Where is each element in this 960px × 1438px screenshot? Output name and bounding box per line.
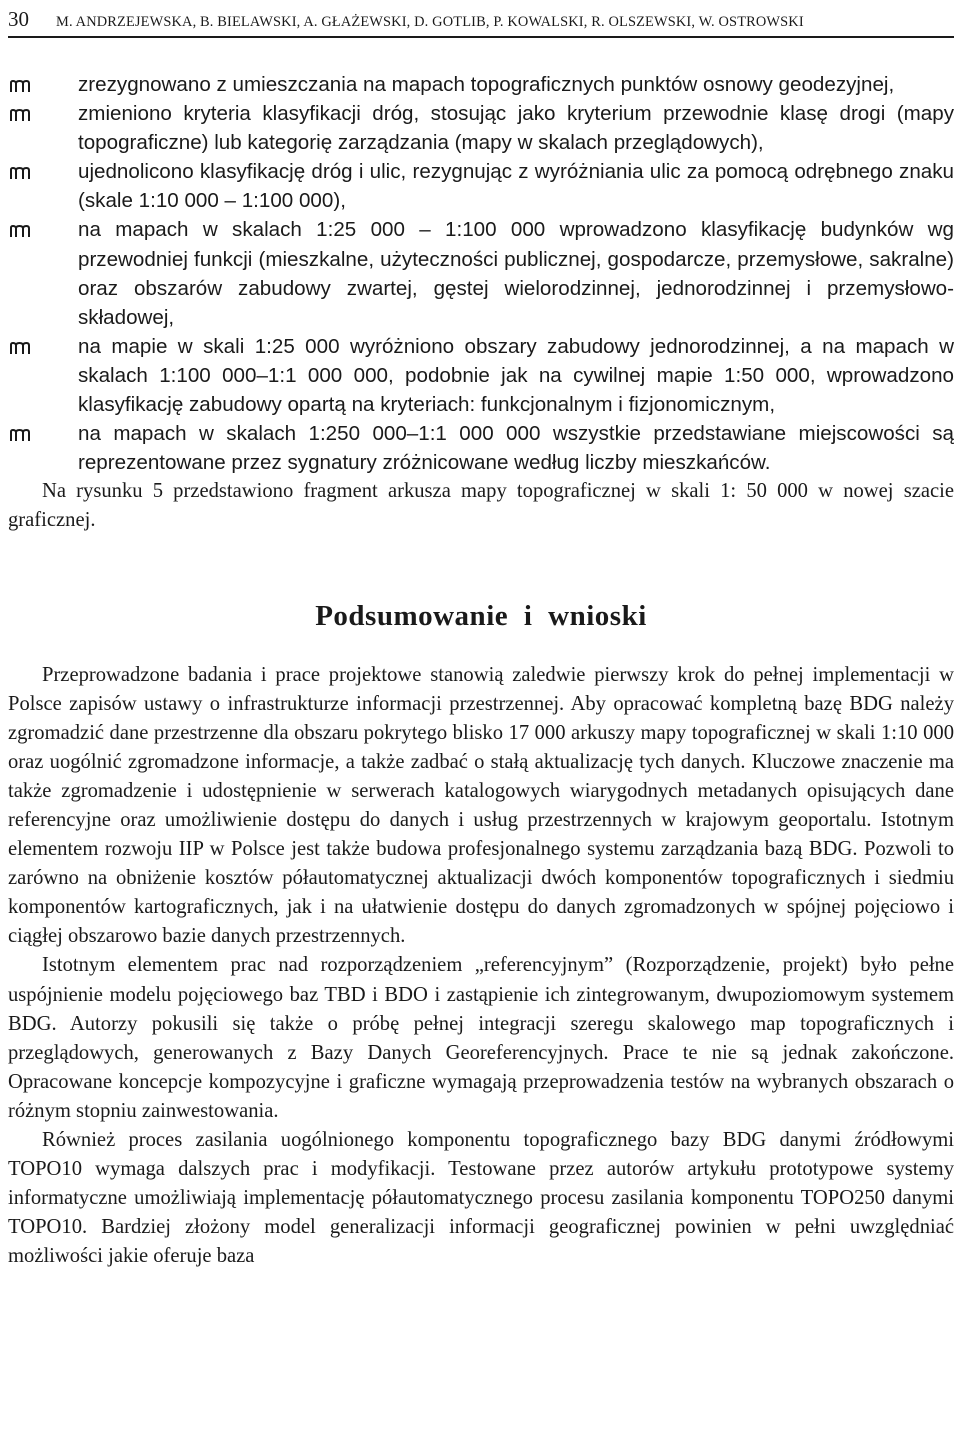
bullet-icon xyxy=(10,429,30,441)
author-list: M. ANDRZEJEWSKA, B. BIELAWSKI, A. GŁAŻEWSKI, D. GOTLIB, P. KOWALSKI, R. OLSZEWSKI, W. OSTROWSKI xyxy=(56,14,804,30)
bullet-icon xyxy=(10,80,30,92)
body-paragraph: Przeprowadzone badania i prace projektowe stanowią zaledwie pierwszy krok do pełnej implementacji w Polsce zapisów ustawy o infrastrukturze informacji przestrzennej. Aby opracować kompletną bazę BDG należy zgromadzić dane przestrzenne dla obszaru pokrytego blisko 17 000 arkuszy mapy topograficznej w skali 1:10 000 oraz uogólnić zgromadzone informacje, a także zadbać o stałą aktualizację tych danych. Kluczowe znaczenie ma także zgromadzenie i udostępnienie w serwerach katalogowych wiarygodnych metadanych opisujących dane referencyjne oraz umożliwienie dostępu do danych i usług przestrzennych w krajowym geoportalu. Istotnym elementem rozwoju IIP w Polsce jest także budowa profesjonalnego systemu zarządzania bazą BDG. Pozwoli to zarówno na obniżenie kosztów półautomatycznej aktualizacji dwóch komponentów topograficznych i siedmiu komponentów kartograficznych, jak i na ułatwienie dostępu do danych zgromadzonych w spójnej pojęciowo i ciągłej obszarowo bazie danych przestrzennych. xyxy=(8,663,954,948)
list-item-text: na mapach w skalach 1:25 000 – 1:100 000 wprowadzono klasyfikację budynków wg przewodniej funkcji (mieszkalne, użyteczności publicznej, gospodarcze, przemysłowe, sakralne) oraz obszarów zabudowy zwartej, gęstej wielorodzinnej, jednorodzinnej i przemysłowo-składowej, xyxy=(78,218,954,329)
intro-paragraph: Na rysunku 5 przedstawiono fragment arkusza mapy topograficznej w skali 1: 50 000 w nowej szacie graficznej. xyxy=(8,480,954,532)
list-item xyxy=(8,157,954,215)
body-paragraph: Również proces zasilania uogólnionego komponentu topograficznego bazy BDG danymi źródłowymi TOPO10 wymaga dalszych prac i modyfikacji. Testowane przez autorów artykułu prototypowe systemy informatyczne umożliwiają implementację półautomatycznego procesu zasilania komponentu TOPO250 danymi TOPO10. Bardziej złożony model generalizacji informacji geograficznej powinien w pełni uwzględniać możliwości jakie oferuje baza xyxy=(8,1129,954,1268)
list-item xyxy=(8,332,954,419)
bullet-icon xyxy=(10,167,30,179)
list-item xyxy=(8,99,954,157)
list-item-text: na mapie w skali 1:25 000 wyróżniono obszary zabudowy jednorodzinnej, a na mapach w skalach 1:100 000–1:1 000 000, podobnie jak na cywilnej mapie 1:50 000, wprowadzono klasyfikację zabudowy opartą na kryteriach: funkcjonalnym i fizjonomicznym, xyxy=(78,334,954,417)
list-item-text: zmieniono kryteria klasyfikacji dróg, stosując jako kryterium przewodnie klasę drogi (mapy topograficzne) lub kategorię zarządzania (mapy w skalach przeglądowych), xyxy=(78,102,954,155)
list-item xyxy=(8,215,954,331)
list-item xyxy=(8,70,954,99)
bullet-icon xyxy=(10,109,30,121)
section-heading: Podsumowanie i wnioski xyxy=(315,599,647,632)
bullet-list xyxy=(8,70,954,477)
document-page xyxy=(8,0,954,1271)
running-head xyxy=(8,0,954,38)
body-paragraph: Istotnym elementem prac nad rozporządzeniem „referencyjnym” (Rozporządzenie, projekt) było pełne uspójnienie modelu pojęciowego baz TBD i BDO i zastąpienie ich zintegrowanym, dwupoziomowym systemem BDG. Autorzy pokusili się także o próbę pełnej integracji szeregu skalowego map topograficznych i przeglądowych, generowanych z Bazy Danych Georeferencyjnych. Prace te nie są jednak zakończone. Opracowane koncepcje kompozycyjne i graficzne wymagają przeprowadzenia testów na wybranych obszarach o różnym stopniu zainwestowania. xyxy=(8,954,954,1122)
bullet-icon xyxy=(10,342,30,354)
list-item-text: ujednolicono klasyfikację dróg i ulic, rezygnując z wyróżniania ulic za pomocą odrębnego znaku (skale 1:10 000 – 1:100 000), xyxy=(78,160,954,213)
bullet-icon xyxy=(10,225,30,237)
list-item-text: zrezygnowano z umieszczania na mapach topograficznych punktów osnowy geodezyjnej, xyxy=(78,73,895,96)
list-item xyxy=(8,419,954,477)
page-number: 30 xyxy=(8,7,29,31)
list-item-text: na mapach w skalach 1:250 000–1:1 000 000 wszystkie przedstawiane miejscowości są reprezentowane przez sygnatury zróżnicowane według liczby mieszkańców. xyxy=(78,422,954,475)
